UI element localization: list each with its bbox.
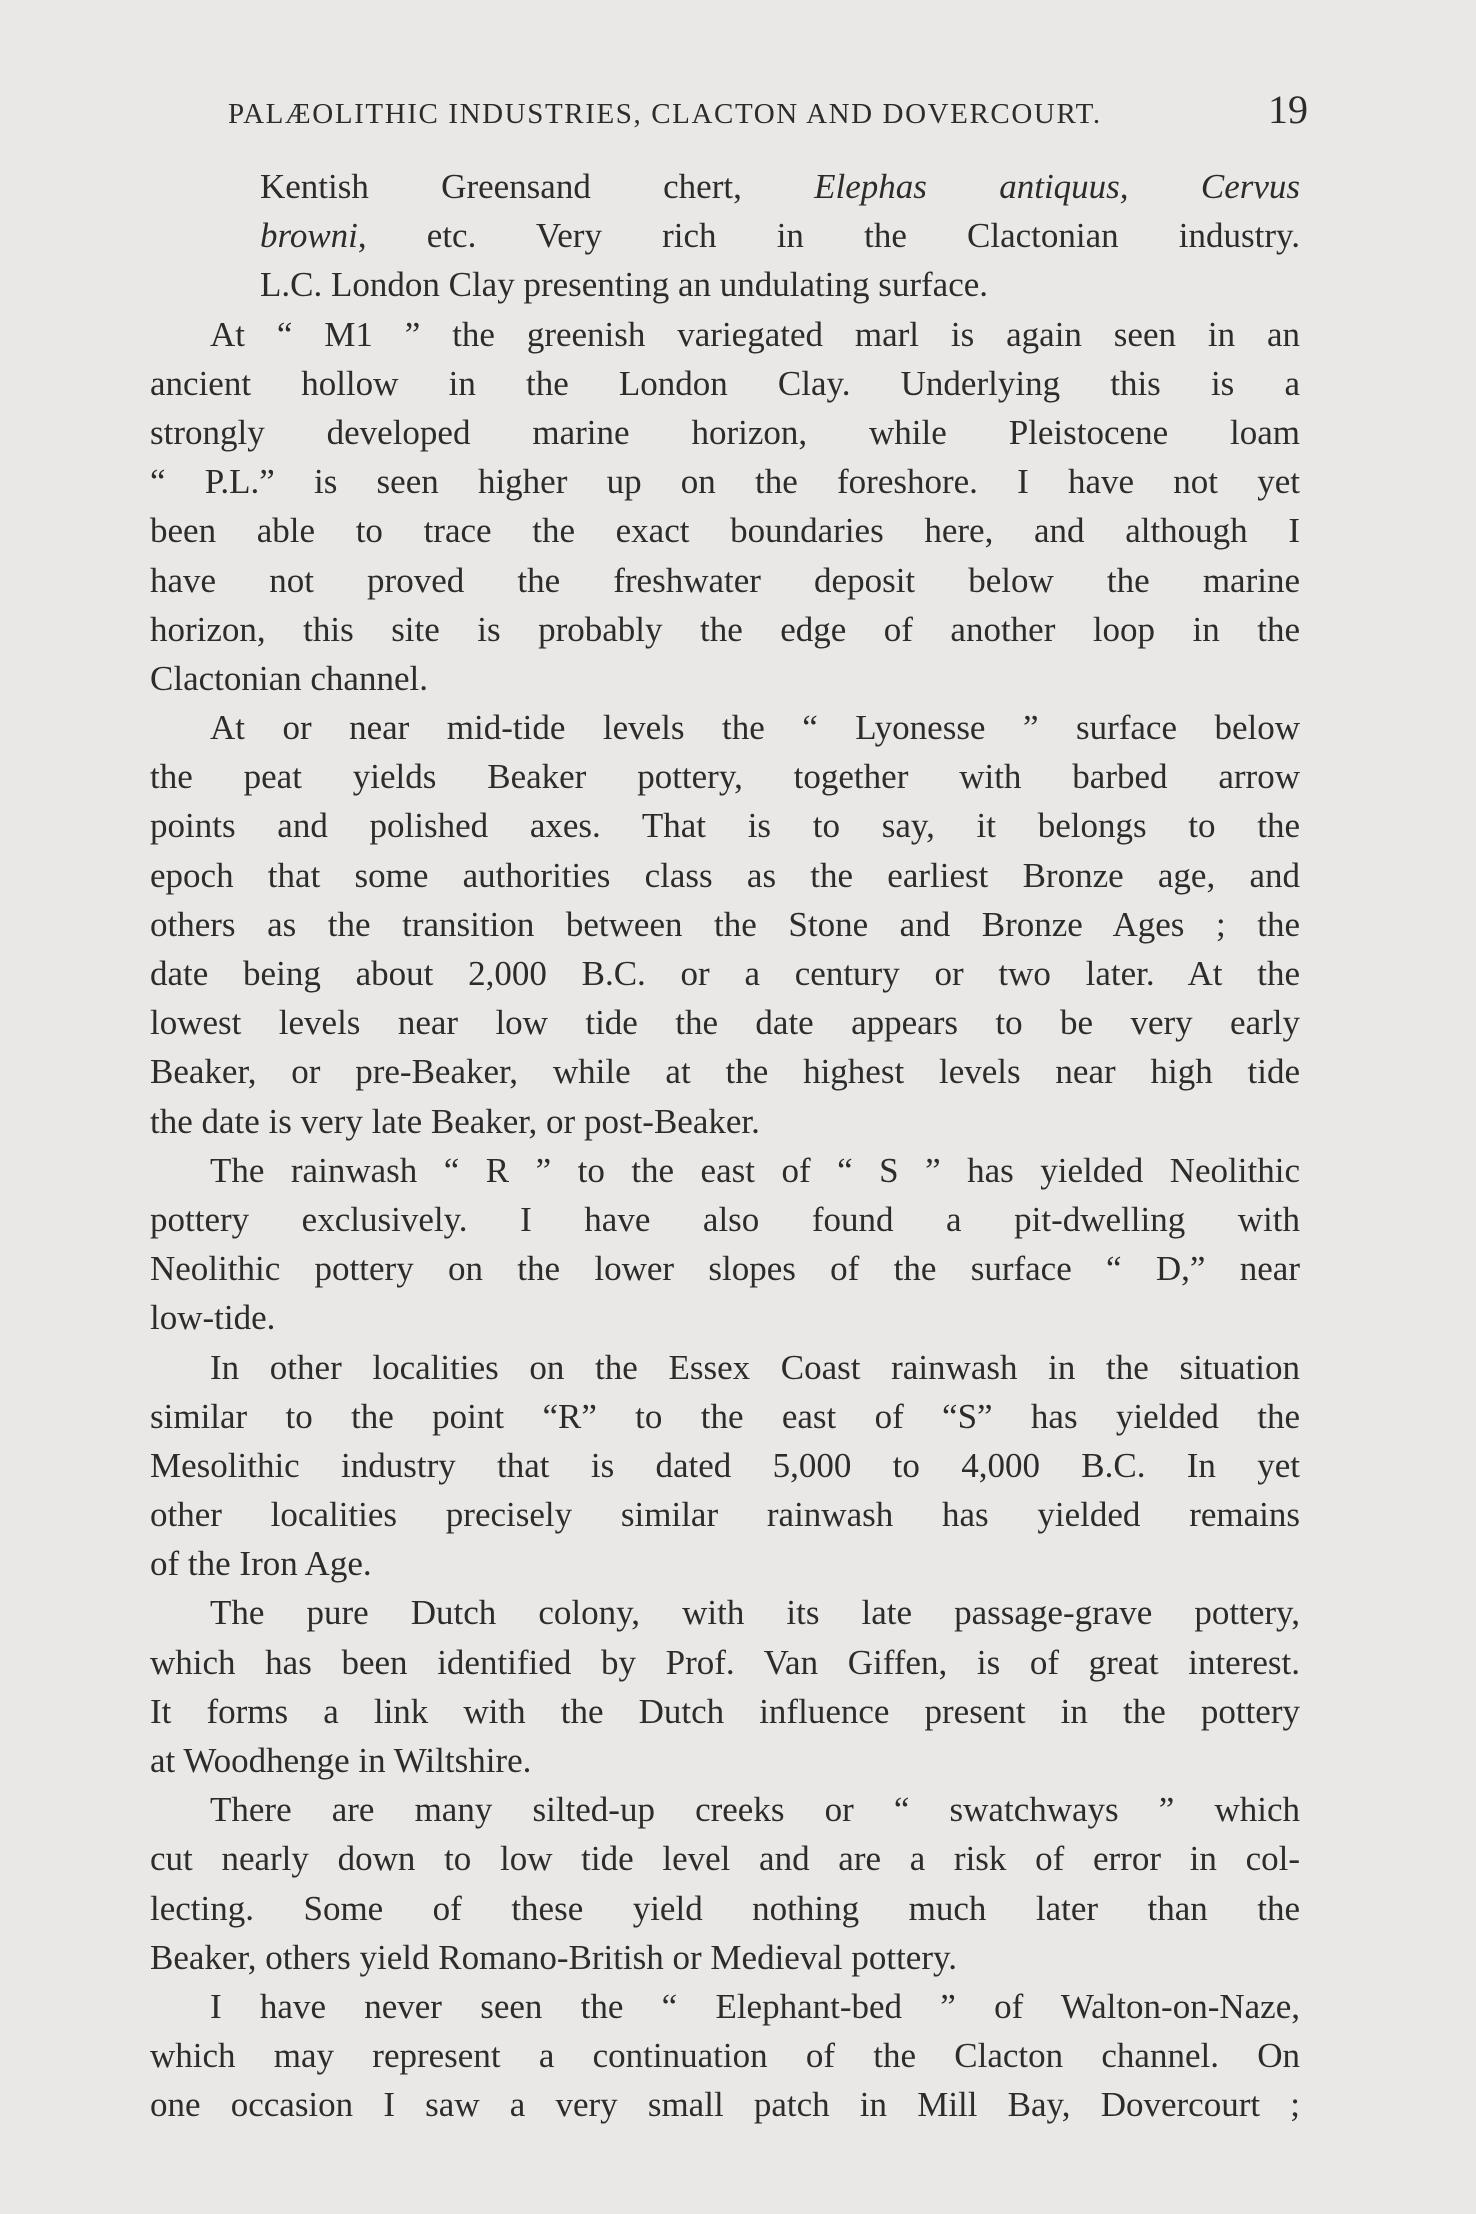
text-line: others as the transition between the Stone and Bronze Ages ; the: [150, 904, 1300, 944]
text-line: date being about 2,000 B.C. or a century or two later. At the: [150, 954, 1300, 993]
text-line: epoch that some authorities class as the earliest Bronze age, and: [150, 855, 1300, 895]
text-line: been able to trace the exact boundaries here, and although I: [150, 511, 1300, 551]
text-line: Mesolithic industry that is dated 5,000 to 4,000 B.C. In yet: [150, 1445, 1300, 1485]
paragraph-first-line: I have never seen the “ Elephant-bed ” of Walton-on-Naze,: [210, 1986, 1300, 2026]
text-line: low-tide.: [150, 1298, 276, 1338]
text-line: which has been identified by Prof. Van Giffen, is of great interest.: [150, 1642, 1300, 1682]
text-line: pottery exclusively. I have also found a pit-dwelling with: [150, 1199, 1300, 1239]
text-line: ancient hollow in the London Clay. Underlying this is a: [150, 363, 1300, 403]
running-header: [228, 86, 1308, 146]
text-line: L.C. London Clay presenting an undulating surface.: [260, 265, 989, 305]
text-line: It forms a link with the Dutch influence present in the pottery: [150, 1691, 1300, 1731]
text-line: have not proved the freshwater deposit below the marine: [150, 560, 1300, 600]
paragraph-first-line: At or near mid-tide levels the “ Lyonesse ” surface below: [210, 708, 1300, 748]
text-line: strongly developed marine horizon, while Pleistocene loam: [150, 412, 1300, 452]
paragraph-first-line: The rainwash “ R ” to the east of “ S ” has yielded Neolithic: [210, 1150, 1300, 1190]
text-line: the date is very late Beaker, or post-Beaker.: [150, 1101, 760, 1141]
text-line: cut nearly down to low tide level and are a risk of error in col-: [150, 1839, 1300, 1879]
text-line: which may represent a continuation of the Clacton channel. On: [150, 2036, 1300, 2076]
body-text: [150, 162, 1300, 2130]
text-line: Kentish Greensand chert, Elephas antiquus, Cervus: [260, 167, 1301, 206]
paragraph-first-line: There are many silted-up creeks or “ swatchways ” which: [210, 1790, 1300, 1830]
text-line: Clactonian channel.: [150, 658, 428, 698]
paragraph-first-line: At “ M1 ” the greenish variegated marl is again seen in an: [210, 314, 1300, 354]
text-line: the peat yields Beaker pottery, together with barbed arrow: [150, 757, 1300, 797]
text-line: lowest levels near low tide the date appears to be very early: [150, 1003, 1300, 1043]
text-line: other localities precisely similar rainwash has yielded remains: [150, 1495, 1300, 1535]
page-number: 19: [1268, 87, 1308, 132]
text-line: browni, etc. Very rich in the Clactonian industry.: [260, 216, 1300, 256]
paragraph-first-line: In other localities on the Essex Coast rainwash in the situation: [210, 1347, 1300, 1387]
text-line: lecting. Some of these yield nothing much later than the: [150, 1888, 1300, 1928]
text-line: Neolithic pottery on the lower slopes of the surface “ D,” near: [150, 1249, 1300, 1289]
text-line: Beaker, or pre-Beaker, while at the highest levels near high tide: [150, 1052, 1300, 1092]
text-line: “ P.L.” is seen higher up on the foreshore. I have not yet: [150, 462, 1300, 502]
running-title: PALÆOLITHIC INDUSTRIES, CLACTON AND DOVERCOURT.: [228, 98, 1102, 130]
paragraph-first-line: The pure Dutch colony, with its late passage-grave pottery,: [210, 1593, 1300, 1633]
text-line: points and polished axes. That is to say, it belongs to the: [150, 806, 1300, 846]
text-line: horizon, this site is probably the edge of another loop in the: [150, 609, 1300, 649]
text-line: similar to the point “R” to the east of “S” has yielded the: [150, 1396, 1300, 1436]
text-line: one occasion I saw a very small patch in Mill Bay, Dovercourt ;: [150, 2085, 1300, 2125]
text-line: Beaker, others yield Romano-British or Medieval pottery.: [150, 1937, 957, 1977]
text-line: of the Iron Age.: [150, 1544, 372, 1584]
text-line: at Woodhenge in Wiltshire.: [150, 1741, 532, 1780]
